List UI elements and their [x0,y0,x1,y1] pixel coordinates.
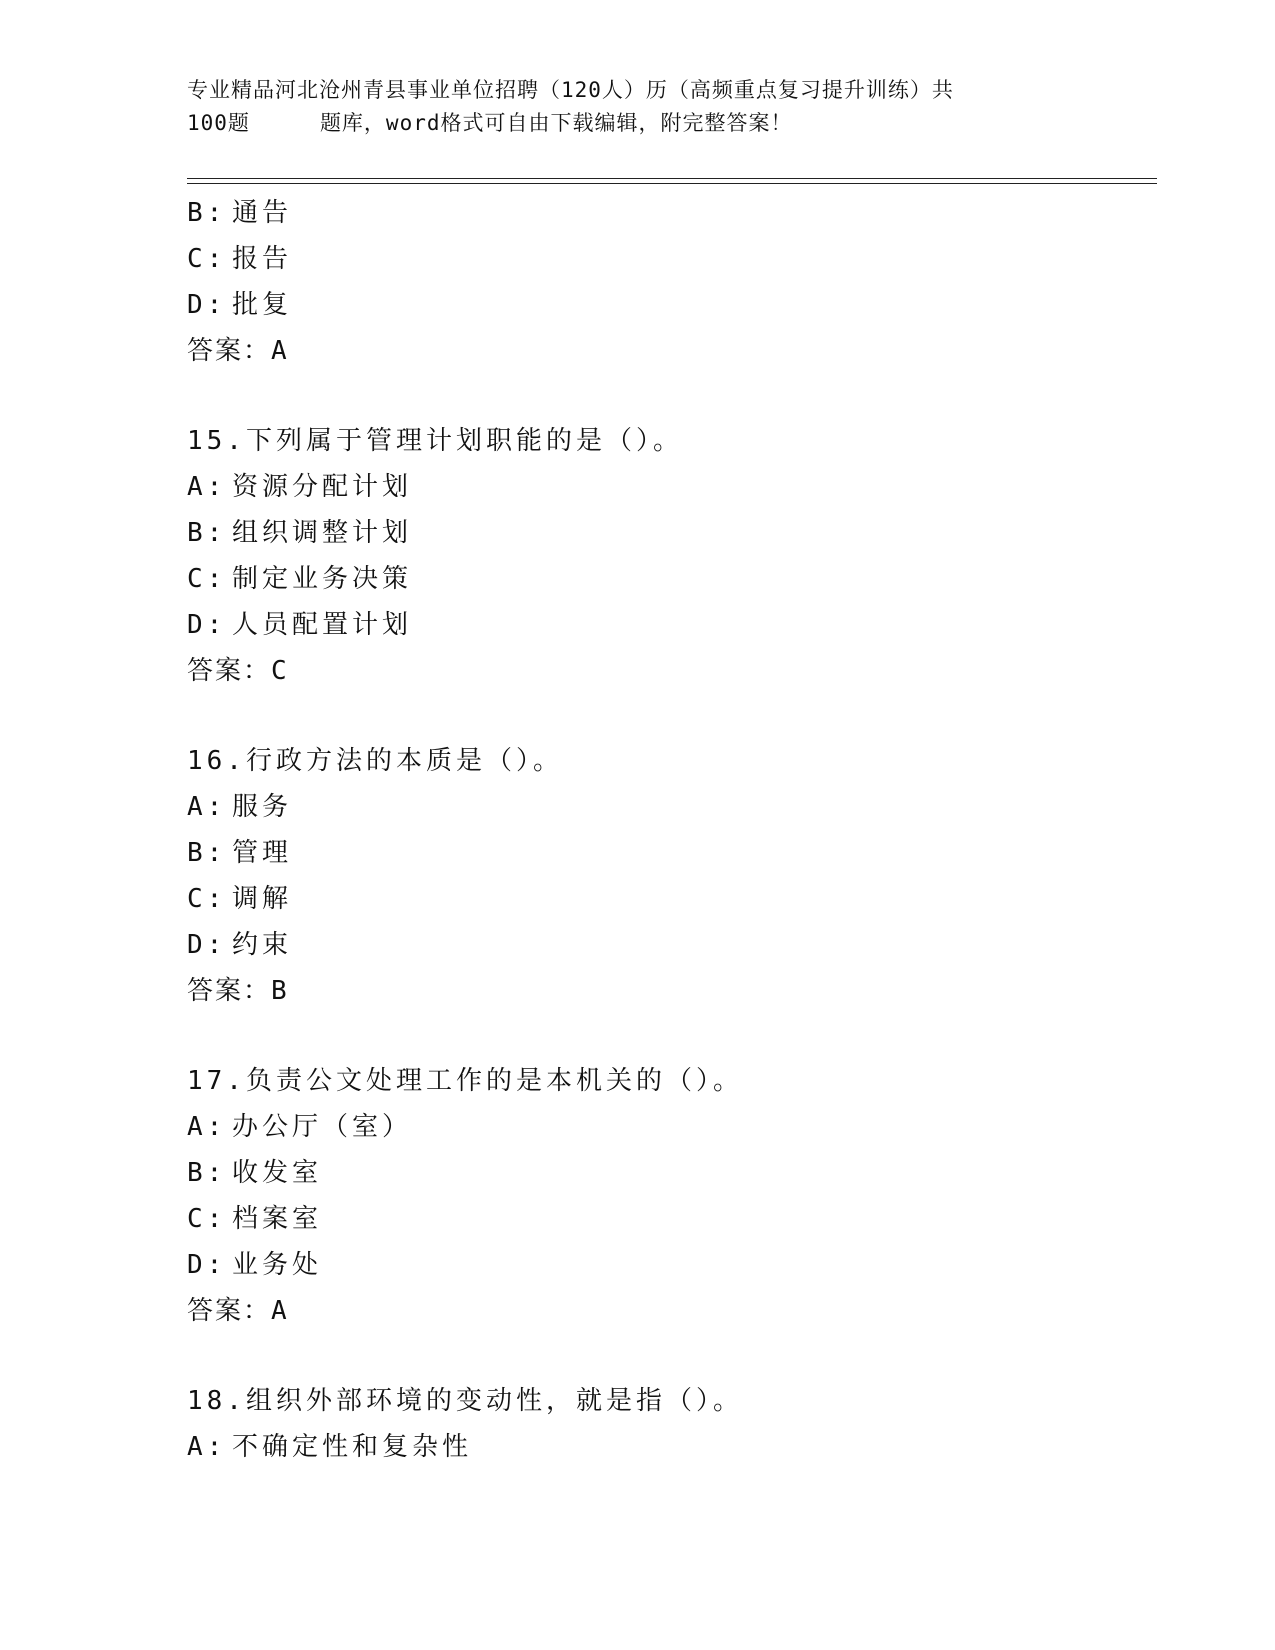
answer-option [187,464,1157,510]
header-subtitle: 题库，word格式可自由下载编辑，附完整答案！ [319,111,793,135]
answer-option [187,784,1157,830]
option-text: 通告 [232,198,293,228]
answer-option [187,1196,1157,1242]
answer-option [187,190,1157,236]
header-title-line-2 [187,107,1087,140]
option-text: 约束 [232,930,293,960]
header-question-count: 100题 [187,111,250,135]
option-letter: B: [187,198,227,228]
answer-key: 答案：C [187,656,289,686]
question-text: 15.下列属于管理计划职能的是（）。 [187,426,683,456]
header-divider-bottom [187,183,1157,184]
answer-key: 答案：A [187,336,289,366]
option-text: 档案室 [232,1204,323,1234]
answer-option [187,282,1157,328]
question-text: 18.组织外部环境的变动性，就是指（）。 [187,1386,743,1416]
option-text: 收发室 [232,1158,323,1188]
option-letter: C: [187,244,227,274]
option-text: 制定业务决策 [232,564,413,594]
question-list [187,190,1157,1470]
answer-option [187,1242,1157,1288]
answer-option [187,876,1157,922]
option-letter: B: [187,838,227,868]
option-letter: A: [187,1432,227,1462]
block-spacer [187,1014,1157,1058]
option-text: 管理 [232,838,293,868]
option-text: 服务 [232,792,293,822]
header-title-line-1: 专业精品河北沧州青县事业单位招聘（120人）历（高频重点复习提升训练）共 [187,78,954,102]
option-text: 不确定性和复杂性 [232,1432,473,1462]
option-letter: D: [187,290,227,320]
answer-option [187,1424,1157,1470]
option-letter: C: [187,884,227,914]
option-text: 业务处 [232,1250,323,1280]
option-text: 办公厅（室） [232,1112,413,1142]
option-text: 资源分配计划 [232,472,413,502]
option-letter: B: [187,1158,227,1188]
option-letter: D: [187,930,227,960]
answer-option [187,922,1157,968]
answer-option [187,1104,1157,1150]
header-divider-top [187,178,1157,179]
answer-key: 答案：B [187,976,289,1006]
option-text: 报告 [232,244,293,274]
option-text: 组织调整计划 [232,518,413,548]
block-spacer [187,374,1157,418]
option-letter: A: [187,472,227,502]
option-text: 人员配置计划 [232,610,413,640]
option-letter: D: [187,610,227,640]
option-letter: B: [187,518,227,548]
block-spacer [187,694,1157,738]
answer-option [187,556,1157,602]
question-text: 16.行政方法的本质是（）。 [187,746,563,776]
answer-option [187,602,1157,648]
option-letter: A: [187,1112,227,1142]
option-letter: C: [187,1204,227,1234]
block-spacer [187,1334,1157,1378]
option-text: 调解 [232,884,293,914]
option-letter: C: [187,564,227,594]
answer-key: 答案：A [187,1296,289,1326]
answer-option [187,830,1157,876]
answer-option [187,236,1157,282]
option-text: 批复 [232,290,293,320]
option-letter: D: [187,1250,227,1280]
document-header [187,74,1087,140]
option-letter: A: [187,792,227,822]
answer-option [187,510,1157,556]
question-text: 17.负责公文处理工作的是本机关的（）。 [187,1066,743,1096]
answer-option [187,1150,1157,1196]
